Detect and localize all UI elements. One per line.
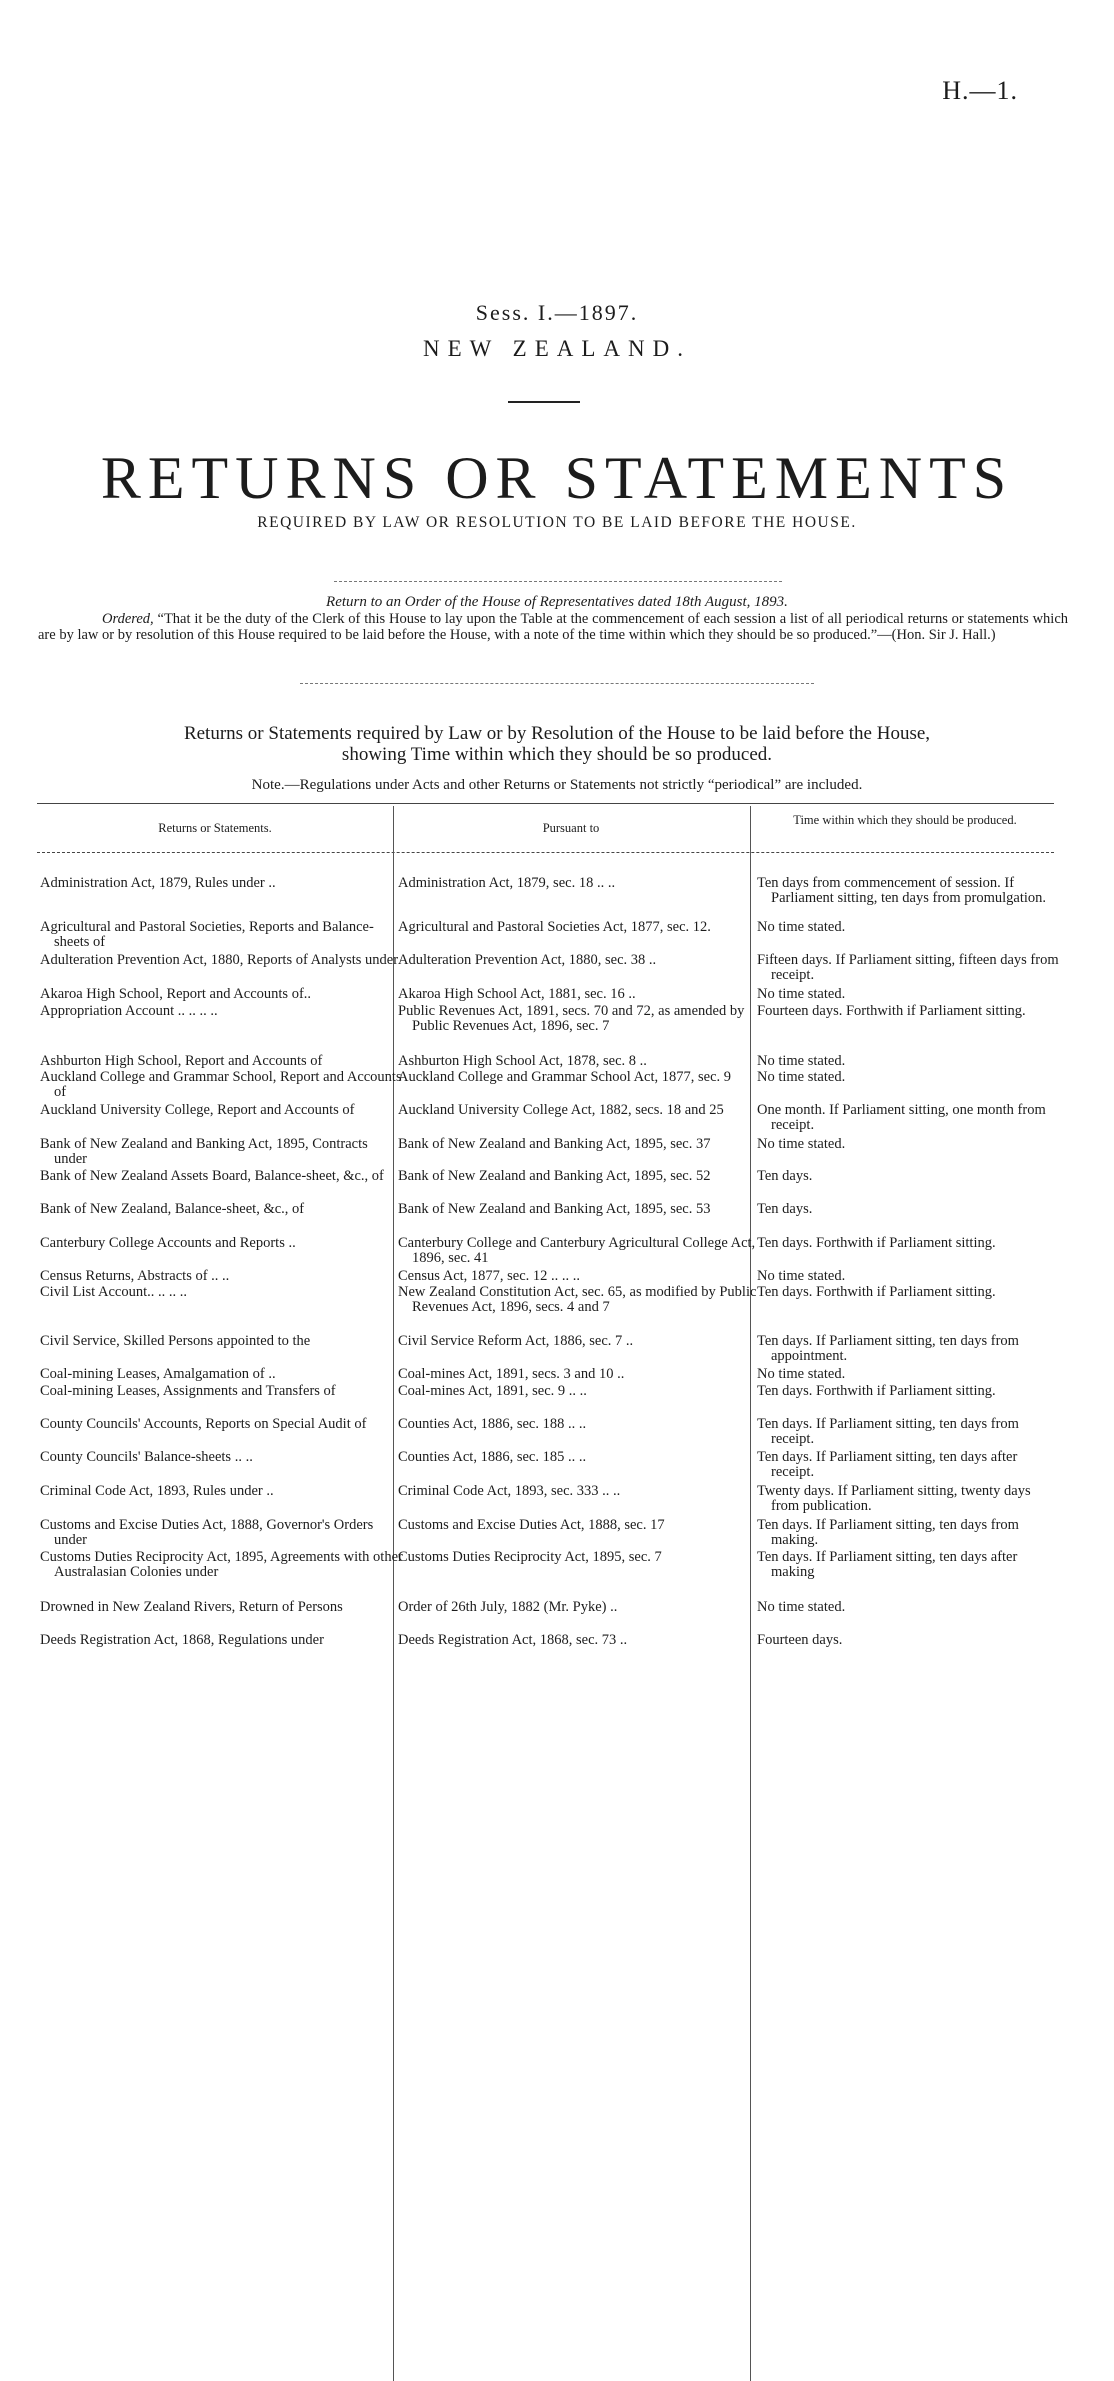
cell-pursuant: Administration Act, 1879, sec. 18 .. .. — [398, 875, 616, 891]
cell-pursuant: Census Act, 1877, sec. 12 .. .. .. — [398, 1268, 581, 1284]
order-text — [38, 612, 1068, 644]
cell-return: Deeds Registration Act, 1868, Regulations under — [40, 1632, 324, 1648]
cell-pursuant: Civil Service Reform Act, 1886, sec. 7 .. — [398, 1333, 634, 1349]
cell-time: No time stated. — [757, 986, 846, 1002]
cell-pursuant: Auckland College and Grammar School Act, 1877, sec. 9 — [398, 1069, 732, 1085]
cell-return: Drowned in New Zealand Rivers, Return of Persons — [40, 1599, 343, 1615]
cell-return: Appropriation Account .. .. .. .. — [40, 1003, 218, 1019]
column-header-pursuant: Pursuant to — [542, 821, 600, 835]
cell-pursuant: Auckland University College Act, 1882, secs. 18 and 25 — [398, 1102, 724, 1118]
cell-return: Akaroa High School, Report and Accounts of.. — [40, 986, 312, 1002]
cell-time: No time stated. — [757, 919, 846, 935]
cell-return: Coal-mining Leases, Amalgamation of .. — [40, 1366, 276, 1382]
cell-return: Bank of New Zealand and Banking Act, 1895, Contracts under — [40, 1136, 368, 1168]
cell-time: One month. If Parliament sitting, one month from receipt. — [757, 1102, 1046, 1134]
cell-time: Ten days. If Parliament sitting, ten days from receipt. — [757, 1416, 1019, 1448]
cell-time: Ten days. If Parliament sitting, ten days from appointment. — [757, 1333, 1019, 1365]
column-divider-2 — [750, 806, 751, 2381]
cell-return: County Councils' Accounts, Reports on Special Audit of — [40, 1416, 367, 1432]
cell-time: Ten days from commencement of session. If Parliament sitting, ten days from promulgation. — [757, 875, 1047, 907]
cell-time: Ten days. Forthwith if Parliament sitting. — [757, 1284, 996, 1300]
cell-return: Coal-mining Leases, Assignments and Transfers of — [40, 1383, 336, 1399]
column-header-returns: Returns or Statements. — [158, 821, 272, 835]
cell-pursuant: Bank of New Zealand and Banking Act, 1895, sec. 53 — [398, 1201, 711, 1217]
cell-pursuant: Counties Act, 1886, sec. 185 .. .. — [398, 1449, 587, 1465]
country-line: NEW ZEALAND. — [422, 336, 692, 361]
cell-time: Ten days. If Parliament sitting, ten days after making — [757, 1549, 1018, 1581]
cell-return: Civil List Account.. .. .. .. — [40, 1284, 188, 1300]
divider-dashed — [300, 683, 814, 684]
session-line: Sess. I.—1897. — [475, 300, 639, 325]
page-title: RETURNS OR STATEMENTS — [100, 445, 1014, 511]
cell-time: No time stated. — [757, 1599, 846, 1615]
cell-time: Fifteen days. If Parliament sitting, fifteen days from receipt. — [757, 952, 1059, 984]
cell-time: No time stated. — [757, 1366, 846, 1382]
cell-pursuant: Deeds Registration Act, 1868, sec. 73 .. — [398, 1632, 628, 1648]
title-rule — [508, 401, 580, 403]
column-header-time: Time within which they should be produced. — [793, 813, 1017, 827]
cell-time: Ten days. If Parliament sitting, ten days from making. — [757, 1517, 1019, 1549]
cell-time: No time stated. — [757, 1069, 846, 1085]
table-heading-line-2: showing Time within which they should be so produced. — [341, 744, 773, 765]
cell-time: No time stated. — [757, 1053, 846, 1069]
cell-pursuant: New Zealand Constitution Act, sec. 65, as modified by Public Revenues Act, 1896, secs. 4 and 7 — [398, 1284, 757, 1316]
cell-return: Civil Service, Skilled Persons appointed to the — [40, 1333, 311, 1349]
table-heading-line-1: Returns or Statements required by Law or by Resolution of the House to be laid before the House, — [183, 723, 931, 744]
cell-pursuant: Adulteration Prevention Act, 1880, sec. 38 .. — [398, 952, 657, 968]
cell-pursuant: Canterbury College and Canterbury Agricultural College Act, 1896, sec. 41 — [398, 1235, 756, 1267]
cell-pursuant: Coal-mines Act, 1891, secs. 3 and 10 .. — [398, 1366, 625, 1382]
cell-time: Fourteen days. — [757, 1632, 843, 1648]
table-note: Note.—Regulations under Acts and other Returns or Statements not strictly “periodical” are included. — [251, 777, 863, 793]
cell-return: Agricultural and Pastoral Societies, Reports and Balance-sheets of — [40, 919, 374, 951]
cell-time: No time stated. — [757, 1136, 846, 1152]
cell-return: Bank of New Zealand, Balance-sheet, &c., of — [40, 1201, 305, 1217]
divider-dashed — [334, 581, 782, 582]
order-reference: Return to an Order of the House of Representatives dated 18th August, 1893. — [326, 594, 788, 610]
ordered-body: “That it be the duty of the Clerk of this House to lay upon the Table at the commencement of each session a list of all periodical returns or statements which are by law or by resolution of this House required to be laid before the House, with a note of the time within which they should be so produced.”—(Hon. Sir J. Hall.) — [38, 611, 1069, 643]
cell-pursuant: Bank of New Zealand and Banking Act, 1895, sec. 37 — [398, 1136, 711, 1152]
cell-pursuant: Agricultural and Pastoral Societies Act, 1877, sec. 12. — [398, 919, 711, 935]
cell-return: Criminal Code Act, 1893, Rules under .. — [40, 1483, 274, 1499]
ordered-word: Ordered, — [102, 611, 154, 627]
cell-pursuant: Bank of New Zealand and Banking Act, 1895, sec. 52 — [398, 1168, 711, 1184]
cell-time: Ten days. If Parliament sitting, ten days after receipt. — [757, 1449, 1018, 1481]
cell-return: Bank of New Zealand Assets Board, Balance-sheet, &c., of — [40, 1168, 384, 1184]
cell-return: County Councils' Balance-sheets .. .. — [40, 1449, 253, 1465]
cell-time: Ten days. — [757, 1168, 813, 1184]
cell-return: Customs and Excise Duties Act, 1888, Governor's Orders under — [40, 1517, 374, 1549]
cell-time: No time stated. — [757, 1268, 846, 1284]
cell-return: Census Returns, Abstracts of .. .. — [40, 1268, 230, 1284]
cell-return: Auckland College and Grammar School, Report and Accounts of — [40, 1069, 402, 1101]
cell-pursuant: Criminal Code Act, 1893, sec. 333 .. .. — [398, 1483, 621, 1499]
cell-return: Auckland University College, Report and Accounts of — [40, 1102, 355, 1118]
cell-return: Customs Duties Reciprocity Act, 1895, Agreements with other Australasian Colonies under — [40, 1549, 403, 1581]
table-heading — [30, 723, 1084, 765]
cell-pursuant: Akaroa High School Act, 1881, sec. 16 .. — [398, 986, 636, 1002]
cell-time: Fourteen days. Forthwith if Parliament sitting. — [757, 1003, 1026, 1019]
document-reference: H.—1. — [942, 76, 1018, 105]
cell-pursuant: Ashburton High School Act, 1878, sec. 8 .. — [398, 1053, 647, 1069]
cell-pursuant: Customs and Excise Duties Act, 1888, sec. 17 — [398, 1517, 665, 1533]
table-top-rule — [37, 803, 1054, 804]
cell-pursuant: Public Revenues Act, 1891, secs. 70 and 72, as amended by Public Revenues Act, 1896, sec. 7 — [398, 1003, 745, 1035]
cell-pursuant: Customs Duties Reciprocity Act, 1895, sec. 7 — [398, 1549, 662, 1565]
cell-pursuant: Order of 26th July, 1882 (Mr. Pyke) .. — [398, 1599, 618, 1615]
cell-return: Canterbury College Accounts and Reports .. — [40, 1235, 296, 1251]
column-divider-1 — [393, 806, 394, 2381]
page-subtitle: REQUIRED BY LAW OR RESOLUTION TO BE LAID BEFORE THE HOUSE. — [257, 514, 857, 531]
cell-time: Twenty days. If Parliament sitting, twenty days from publication. — [757, 1483, 1031, 1515]
table-header-rule — [37, 852, 1054, 853]
cell-time: Ten days. Forthwith if Parliament sitting. — [757, 1383, 996, 1399]
cell-time: Ten days. Forthwith if Parliament sitting. — [757, 1235, 996, 1251]
cell-pursuant: Coal-mines Act, 1891, sec. 9 .. .. — [398, 1383, 587, 1399]
cell-time: Ten days. — [757, 1201, 813, 1217]
cell-pursuant: Counties Act, 1886, sec. 188 .. .. — [398, 1416, 587, 1432]
cell-return: Administration Act, 1879, Rules under .. — [40, 875, 276, 891]
cell-return: Adulteration Prevention Act, 1880, Reports of Analysts under — [40, 952, 399, 968]
cell-return: Ashburton High School, Report and Accounts of — [40, 1053, 323, 1069]
